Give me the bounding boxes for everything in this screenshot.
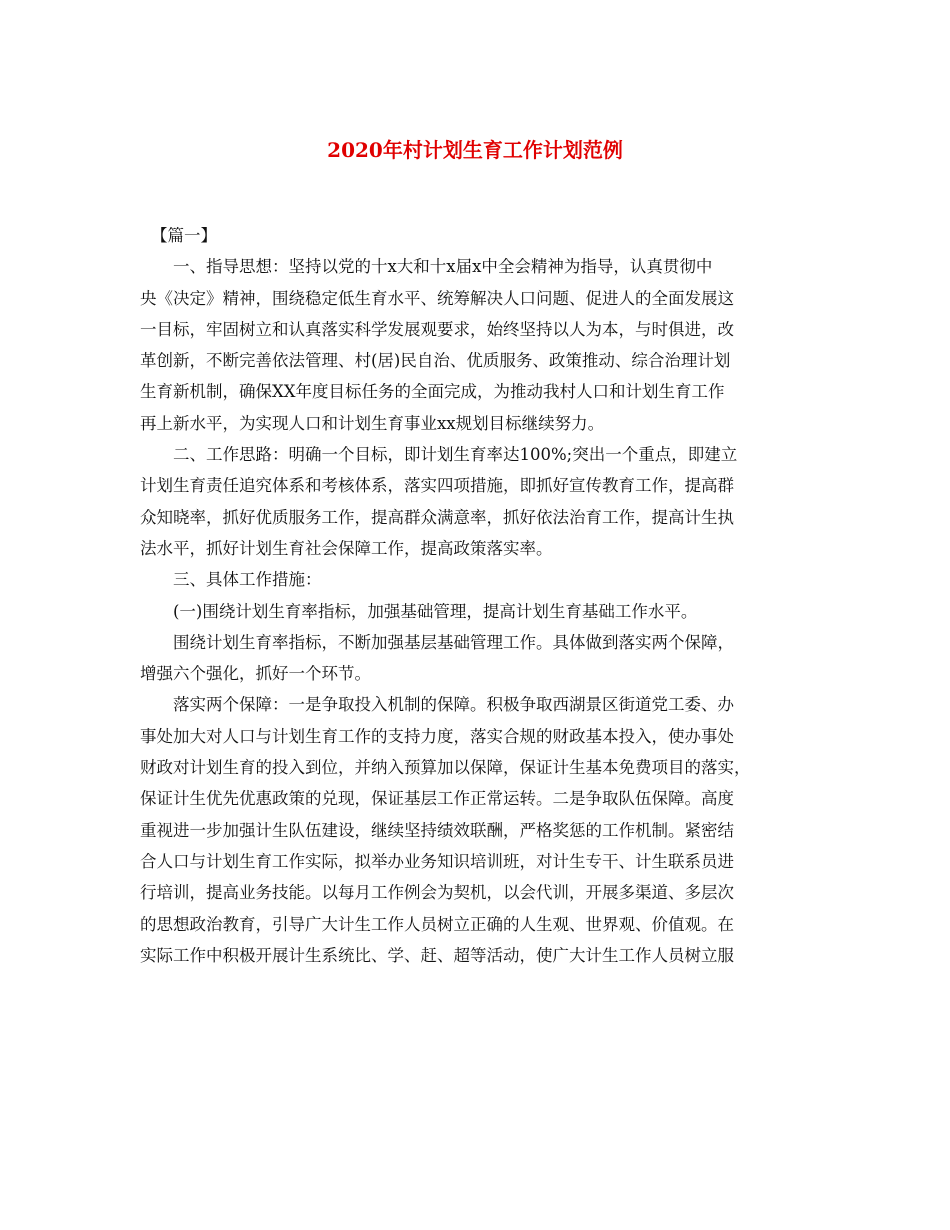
paragraph-line: 事处加大对人口与计划生育工作的支持力度，落实合规的财政基本投入，使办事处 <box>140 726 734 746</box>
paragraph-line: 围绕计划生育率指标，不断加强基层基础管理工作。具体做到落实两个保障， <box>173 632 734 652</box>
paragraph-line: 的思想政治教育，引导广大计生工作人员树立正确的人生观、世界观、价值观。在 <box>140 914 734 934</box>
paragraph-line: 落实两个保障：一是争取投入机制的保障。积极争取西湖景区街道党工委、办 <box>173 695 734 715</box>
paragraph-line: 众知晓率，抓好优质服务工作，提高群众满意率，抓好依法治育工作，提高计生执 <box>140 507 734 527</box>
document-title: 2020年村计划生育工作计划范例 <box>327 138 623 162</box>
paragraph-line: 二、工作思路：明确一个目标，即计划生育率达100%;突出一个重点，即建立 <box>173 445 738 465</box>
paragraph-line: 法水平，抓好计划生育社会保障工作，提高政策落实率。 <box>140 538 553 558</box>
document-body <box>140 220 816 971</box>
paragraph-line: 合人口与计划生育工作实际，拟举办业务知识培训班，对计生专干、计生联系员进 <box>140 851 734 871</box>
paragraph-line: 实际工作中积极开展计生系统比、学、赶、超等活动，使广大计生工作人员树立服 <box>140 945 734 965</box>
paragraph-line: 财政对计划生育的投入到位，并纳入预算加以保障，保证计生基本免费项目的落实， <box>140 758 751 778</box>
paragraph-line: 再上新水平，为实现人口和计划生育事业xx规划目标继续努力。 <box>140 413 605 433</box>
paragraph-line: 央《决定》精神，围绕稳定低生育水平、统筹解决人口问题、促进人的全面发展这 <box>140 288 734 308</box>
paragraph-line: 计划生育责任追究体系和考核体系，落实四项措施，即抓好宣传教育工作，提高群 <box>140 476 734 496</box>
paragraph-line: 三、具体工作措施： <box>173 570 322 590</box>
paragraph-line: 一目标，牢固树立和认真落实科学发展观要求，始终坚持以人为本，与时俱进，改 <box>140 319 734 339</box>
paragraph-line: 增强六个强化，抓好一个环节。 <box>140 664 371 684</box>
paragraph-line: 革创新，不断完善依法管理、村(居)民自治、优质服务、政策推动、综合治理计划 <box>140 351 731 371</box>
paragraph-line: (一)围绕计划生育率指标，加强基础管理，提高计划生育基础工作水平。 <box>173 601 698 621</box>
section-heading: 【篇一】 <box>151 226 217 245</box>
paragraph-line: 生育新机制，确保XX年度目标任务的全面完成，为推动我村人口和计划生育工作 <box>140 382 725 402</box>
paragraph-line: 行培训，提高业务技能。以每月工作例会为契机，以会代训，开展多渠道、多层次 <box>140 883 734 903</box>
paragraph-line: 保证计生优先优惠政策的兑现，保证基层工作正常运转。二是争取队伍保障。高度 <box>140 789 734 809</box>
paragraph-line: 一、指导思想：坚持以党的十x大和十x届x中全会精神为指导，认真贯彻中 <box>173 257 713 277</box>
paragraph-line: 重视进一步加强计生队伍建设，继续坚持绩效联酬，严格奖惩的工作机制。紧密结 <box>140 820 734 840</box>
